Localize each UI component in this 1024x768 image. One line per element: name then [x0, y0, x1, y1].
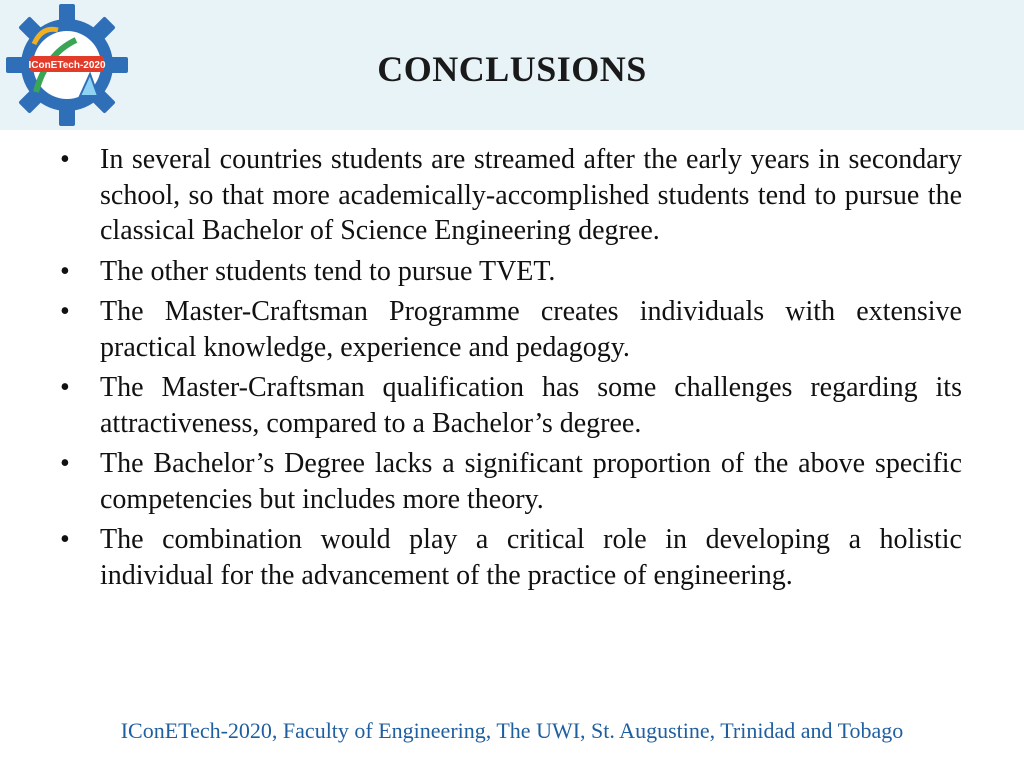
list-item: [60, 254, 962, 290]
list-item: [60, 522, 962, 593]
slide-title: CONCLUSIONS: [377, 49, 647, 89]
slide-footer: IConETech-2020, Faculty of Engineering, The UWI, St. Augustine, Trinidad and Tobago: [120, 718, 904, 743]
list-item: [60, 294, 962, 365]
bullet-icon: •: [60, 524, 70, 555]
bullet-icon: •: [60, 296, 70, 327]
bullet-icon: •: [60, 372, 70, 403]
list-item: [60, 370, 962, 441]
bullet-text: The combination would play a critical role in developing a holistic individual for the advancement of the practice of engineering.: [100, 524, 962, 591]
bullet-text: The Bachelor’s Degree lacks a significant proportion of the above specific competencies but includes more theory.: [100, 448, 962, 515]
bullet-list: [60, 142, 962, 598]
logo-text: IConETech-2020: [28, 60, 106, 71]
bullet-text: The Master-Craftsman Programme creates individuals with extensive practical knowledge, experience and pedagogy.: [100, 296, 962, 363]
list-item: [60, 446, 962, 517]
bullet-text: The other students tend to pursue TVET.: [100, 255, 556, 287]
bullet-text: In several countries students are streamed after the early years in secondary school, so that more academically-accomplished students tend to pursue the classical Bachelor of Science Engineering degree.: [100, 144, 962, 246]
bullet-icon: •: [60, 144, 70, 175]
bullet-text: The Master-Craftsman qualification has some challenges regarding its attractiveness, compared to a Bachelor’s degree.: [100, 372, 962, 439]
bullet-icon: •: [60, 255, 70, 287]
bullet-icon: •: [60, 448, 70, 479]
list-item: [60, 142, 962, 249]
